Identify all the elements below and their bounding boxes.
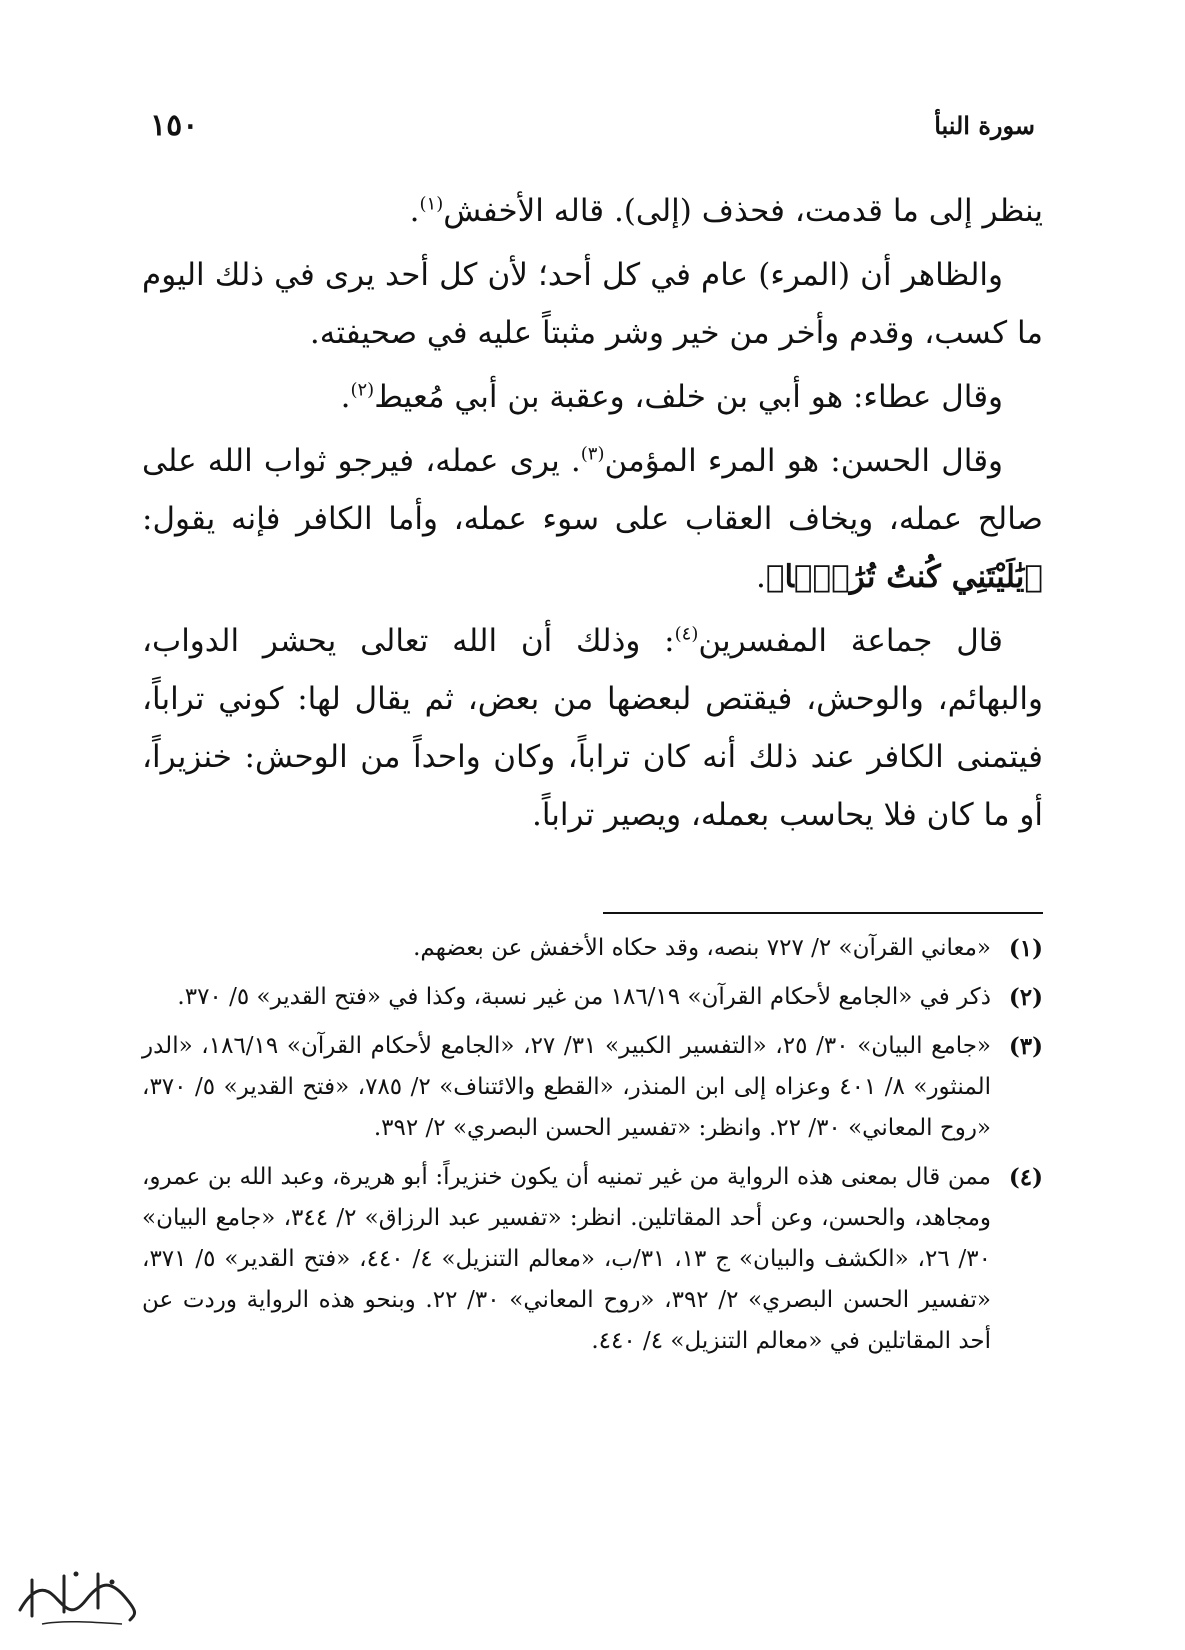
footnote-number: (٣) — [1008, 1033, 1043, 1060]
running-header — [150, 100, 1035, 150]
footnotes — [142, 928, 1043, 1370]
paragraph-1 — [142, 182, 1043, 240]
paragraph-3-end: . — [340, 379, 351, 415]
footnote-1 — [142, 928, 1043, 969]
footnote-3 — [142, 1026, 1043, 1149]
paragraph-4-text-b: . يرى عمله، فيرجو ثواب الله على صالح عمله، ويخاف العقاب على سوء عمله، وأما الكافر فإنه يقول: — [142, 443, 1043, 537]
paragraph-5-text-b: : وذلك أن الله تعالى يحشر الدواب، والبهائم، والوحش، فيقتص لبعضها من بعض، ثم يقال لها: كوني تراباً، فيتمنى الكافر عند ذلك أنه كان تراباً، وكان واحداً من الوحش: خنزيراً، أو ما كان فلا يحاسب بعمله، ويصير تراباً. — [142, 623, 1043, 833]
footnote-number: (٤) — [1008, 1164, 1043, 1191]
paragraph-4-end: . — [756, 559, 766, 595]
footnote-ref-4: (٤) — [674, 623, 699, 645]
footnote-4 — [142, 1157, 1043, 1362]
paragraph-1-text: ينظر إلى ما قدمت، فحذف (إلى). قاله الأخفش — [443, 193, 1043, 229]
main-text — [142, 182, 1043, 850]
footnote-ref-1: (١) — [419, 193, 444, 215]
footnote-text: «معاني القرآن» ٢/ ٧٢٧ بنصه، وقد حكاه الأخفش عن بعضهم. — [413, 935, 991, 961]
paragraph-3 — [142, 368, 1043, 426]
footnote-separator — [603, 912, 1043, 914]
footnote-text: ذكر في «الجامع لأحكام القرآن» ١٨٦/١٩ من غير نسبة، وكذا في «فتح القدير» ٥/ ٣٧٠. — [177, 984, 991, 1010]
quran-quote: ﴿يَٰلَيْتَنِي كُنتُ تُرَٰبَۢا﴾ — [765, 559, 1043, 595]
footnote-number: (٢) — [1008, 984, 1043, 1011]
paragraph-4-text-a: وقال الحسن: هو المرء المؤمن — [604, 443, 1003, 479]
page-number: ١٥٠ — [150, 107, 199, 143]
footnote-ref-2: (٢) — [350, 379, 375, 401]
paragraph-2: والظاهر أن (المرء) عام في كل أحد؛ لأن كل أحد يرى في ذلك اليوم ما كسب، وقدم وأخر من خير وشر مثبتاً عليه في صحيفته. — [142, 257, 1043, 351]
paragraph-4 — [142, 432, 1043, 606]
calligraphy-watermark-icon — [12, 1562, 142, 1632]
paragraph-5-text-a: قال جماعة المفسرين — [698, 623, 1004, 659]
footnote-ref-3: (٣) — [580, 443, 605, 465]
paragraph-3-text: وقال عطاء: هو أبي بن خلف، وعقبة بن أبي مُعيط — [374, 379, 1003, 415]
footnote-text: ممن قال بمعنى هذه الرواية من غير تمنيه أن يكون خنزيراً: أبو هريرة، وعبد الله بن عمرو، ومجاهد، والحسن، وعن أحد المقاتلين. انظر: «تفسير عبد الرزاق» ٢/ ٣٤٤، «جامع البيان» ٣٠/ ٢٦، «الكشف والبيان» ج ١٣، ٣١/ب، «معالم التنزيل» ٤/ ٤٤٠، «فتح القدير» ٥/ ٣٧١، «تفسير الحسن البصري» ٢/ ٣٩٢، «روح المعاني» ٣٠/ ٢٢. وبنحو هذه الرواية وردت عن أحد المقاتلين في «معالم التنزيل» ٤/ ٤٤٠. — [142, 1164, 992, 1354]
footnote-text: «جامع البيان» ٣٠/ ٢٥، «التفسير الكبير» ٣١/ ٢٧، «الجامع لأحكام القرآن» ١٨٦/١٩، «الدر المنثور» ٨/ ٤٠١ وعزاه إلى ابن المنذر، «القطع والائتناف» ٢/ ٧٨٥، «فتح القدير» ٥/ ٣٧٠، «روح المعاني» ٣٠/ ٢٢. وانظر: «تفسير الحسن البصري» ٢/ ٣٩٢. — [142, 1033, 992, 1141]
surah-title: سورة النبأ — [934, 110, 1035, 140]
paragraph-1-end: . — [409, 193, 420, 229]
footnote-number: (١) — [1008, 935, 1043, 962]
footnote-2 — [142, 977, 1043, 1018]
paragraph-5 — [142, 612, 1043, 844]
